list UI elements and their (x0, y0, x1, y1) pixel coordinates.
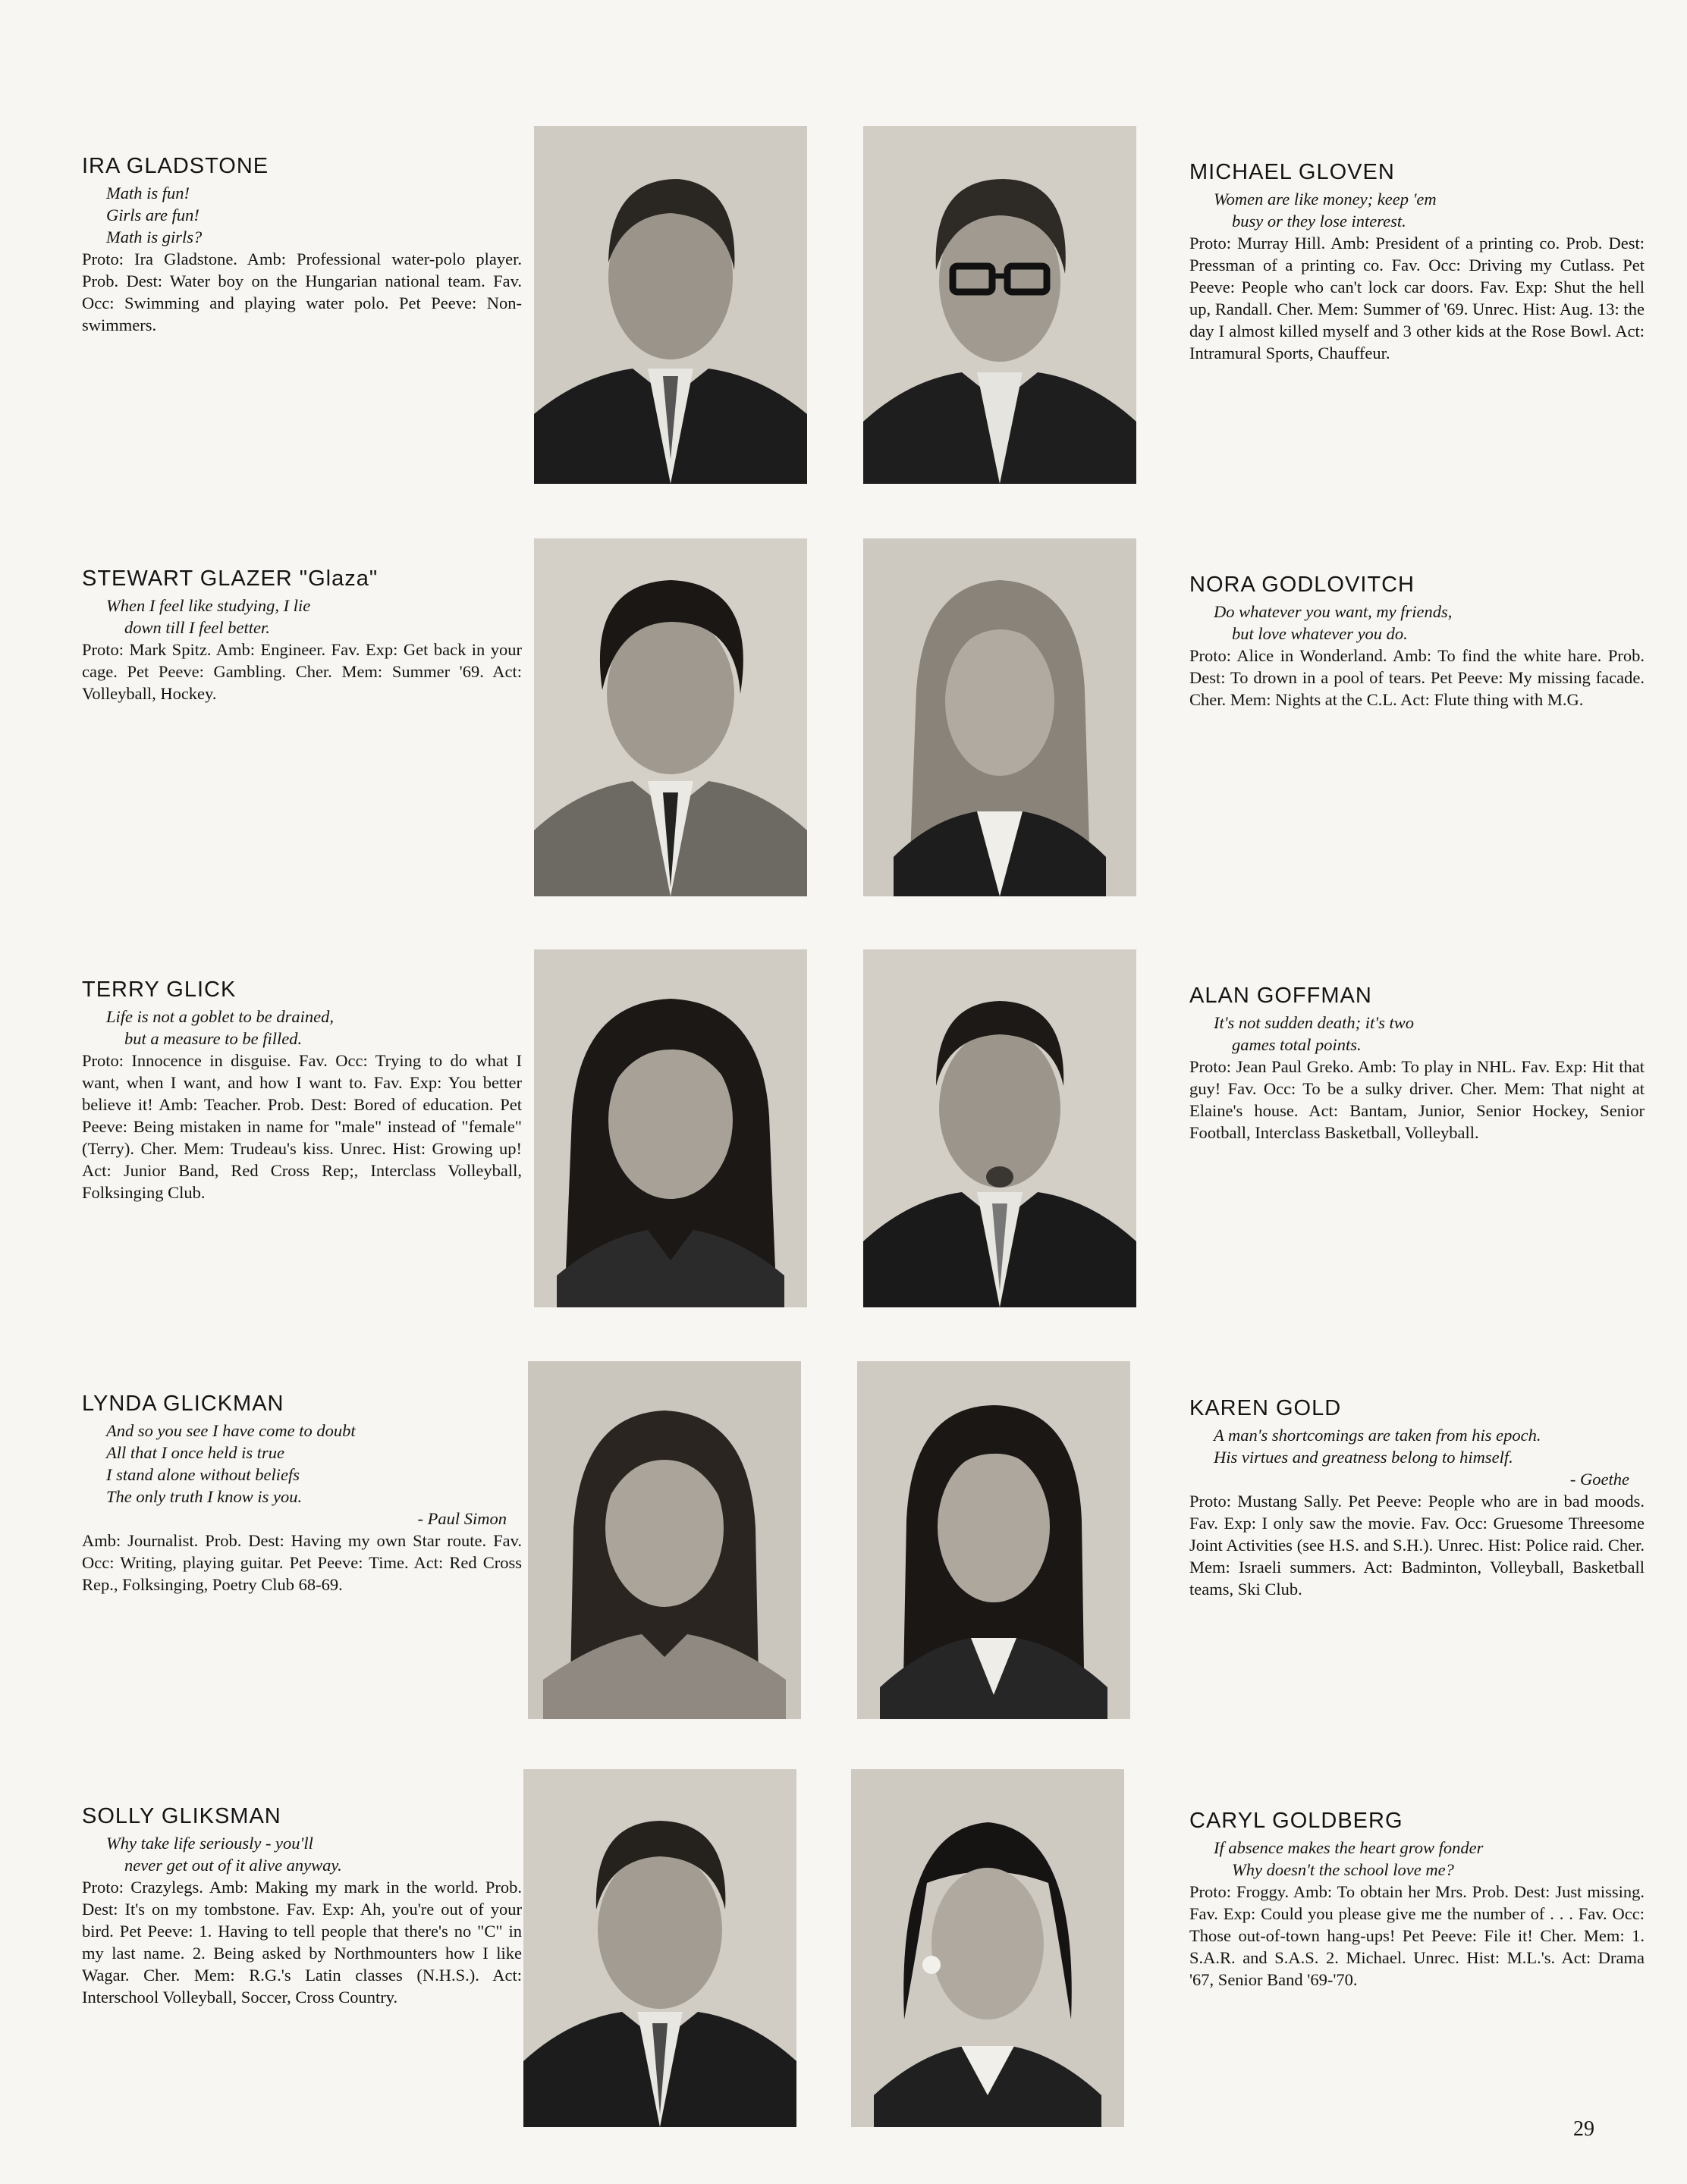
student-quote: Math is fun! Girls are fun! Math is girls? (106, 183, 203, 246)
portrait-photo-stewart-glazer (534, 538, 807, 896)
student-bio: Proto: Mustang Sally. Pet Peeve: People who are in bad moods. Fav. Exp: I only saw the movie. Fav. Occ: Gruesome Threesome Joint Activities (see H.S. and S.H.). Unrec. Hist: Police raid. Cher. Mem: Israeli summers. Act: Badminton, Volleyball, Basketball teams, Ski Club. (1189, 1491, 1645, 1599)
student-name: NORA GODLOVITCH (1189, 573, 1415, 597)
student-name: MICHAEL GLOVEN (1189, 160, 1395, 184)
quote-attribution: - Paul Simon (417, 1508, 507, 1528)
student-quote: It's not sudden death; it's two games total points. (1214, 1012, 1414, 1054)
portrait-photo-karen-gold (857, 1361, 1130, 1719)
student-quote: When I feel like studying, I lie down till I feel better. (106, 595, 311, 637)
student-bio: Proto: Ira Gladstone. Amb: Professional water-polo player. Prob. Dest: Water boy on the Hungarian national team. Fav. Occ: Swimming and playing water polo. Pet Peeve: Non-swimmers. (82, 249, 522, 334)
portrait-photo-nora-godlovitch (863, 538, 1136, 896)
student-bio: Proto: Innocence in disguise. Fav. Occ: Trying to do what I want, when I want, and how I want to. Fav. Exp: You better believe it! Amb: Teacher. Prob. Dest: Bored of education. Pet Peeve: Being mistaken in name for "male" instead of "female" (Terry). Cher. Mem: Trudeau's kiss. Unrec. Hist: Growing up! Act: Junior Band, Red Cross Rep;, Interclass Volleyball, Folksinging Club. (82, 1050, 522, 1202)
entry-stewart-glazer (82, 567, 522, 704)
portrait-photo-lynda-glickman (528, 1361, 801, 1719)
entry-ira-gladstone (82, 155, 522, 336)
student-bio: Amb: Journalist. Prob. Dest: Having my own Star route. Fav. Occ: Writing, playing guitar. Pet Peeve: Time. Act: Red Cross Rep., Folksinging, Poetry Club 68-69. (82, 1530, 522, 1594)
entry-terry-glick (82, 978, 522, 1203)
student-name: STEWART GLAZER "Glaza" (82, 566, 379, 591)
student-quote: Life is not a goblet to be drained, but a measure to be filled. (106, 1006, 334, 1048)
student-bio: Proto: Mark Spitz. Amb: Engineer. Fav. Exp: Get back in your cage. Pet Peeve: Gambling. Cher. Mem: Summer '69. Act: Volleyball, Hockey. (82, 639, 522, 703)
student-bio: Proto: Froggy. Amb: To obtain her Mrs. Prob. Dest: Just missing. Fav. Exp: Could you please give me the number of . . . Fav. Occ: Those out-of-town hang-ups! Pet Peeve: File it! Cher. Mem: 1. S.A.R. and S.A.S. 2. Michael. Unrec. Hist: M.L.'s. Act: Drama '67, Senior Band '69-'70. (1189, 1881, 1645, 1989)
entry-caryl-goldberg (1189, 1809, 1645, 1991)
student-bio: Proto: Murray Hill. Amb: President of a printing co. Prob. Dest: Pressman of a printing co. Fav. Occ: Driving my Cutlass. Pet Peeve: People who can't lock car doors. Fav. Exp: Shut the hell up, Randall. Cher. Mem: Summer of '69. Unrec. Hist: Aug. 13: the day I almost killed myself and 3 other kids at the Rose Bowl. Act: Intramural Sports, Chauffeur. (1189, 233, 1645, 362)
student-name: SOLLY GLIKSMAN (82, 1804, 281, 1828)
entry-michael-gloven (1189, 161, 1645, 364)
entry-karen-gold (1189, 1397, 1645, 1600)
student-quote: Why take life seriously - you'll never get out of it alive anyway. (106, 1833, 342, 1875)
student-bio: Proto: Jean Paul Greko. Amb: To play in NHL. Fav. Exp: Hit that guy! Fav. Occ: To be a sulky driver. Cher. Mem: That night at Elaine's house. Act: Bantam, Junior, Senior Hockey, Senior Football, Interclass Basketball, Volleyball. (1189, 1056, 1645, 1142)
student-name: TERRY GLICK (82, 977, 237, 1002)
student-bio: Proto: Alice in Wonderland. Amb: To find the white hare. Prob. Dest: To drown in a pool of tears. Pet Peeve: My missing facade. Cher. Mem: Nights at the C.L. Act: Flute thing with M.G. (1189, 645, 1645, 709)
portrait-photo-alan-goffman (863, 949, 1136, 1307)
quote-attribution: - Goethe (1569, 1469, 1629, 1489)
page-number: 29 (1573, 2117, 1594, 2141)
student-name: KAREN GOLD (1189, 1396, 1342, 1420)
portrait-photo-terry-glick (534, 949, 807, 1307)
portrait-photo-caryl-goldberg (851, 1769, 1124, 2127)
entry-alan-goffman (1189, 984, 1645, 1144)
student-bio: Proto: Crazylegs. Amb: Making my mark in the world. Prob. Dest: It's on my tombstone. Fav. Exp: Ah, you're out of your bird. Pet Peeve: 1. Having to tell people that there's no "C" in my last name. 2. Being asked by Northmounters how I like Wagar. Cher. Mem: R.G.'s Latin classes (N.H.S.). Act: Interschool Volleyball, Soccer, Cross Country. (82, 1877, 522, 2007)
entry-lynda-glickman (82, 1392, 522, 1596)
student-quote: A man's shortcomings are taken from his epoch. His virtues and greatness belong to himself. - Goethe (1214, 1424, 1645, 1490)
student-name: ALAN GOFFMAN (1189, 984, 1372, 1008)
entry-solly-gliksman (82, 1805, 522, 2008)
portrait-photo-michael-gloven (863, 126, 1136, 484)
entry-nora-godlovitch (1189, 573, 1645, 711)
student-quote: If absence makes the heart grow fonder Why doesn't the school love me? (1214, 1837, 1484, 1879)
student-name: CARYL GOLDBERG (1189, 1809, 1403, 1833)
student-name: IRA GLADSTONE (82, 154, 269, 178)
student-quote: Do whatever you want, my friends, but love whatever you do. (1214, 601, 1453, 643)
student-quote: Women are like money; keep 'em busy or they lose interest. (1214, 189, 1437, 231)
student-name: LYNDA GLICKMAN (82, 1392, 284, 1416)
portrait-photo-solly-gliksman (523, 1769, 796, 2127)
student-quote: And so you see I have come to doubt All that I once held is true I stand alone without beliefs The only truth I know is you. - Paul Simon (106, 1420, 522, 1530)
portrait-photo-ira-gladstone (534, 126, 807, 484)
